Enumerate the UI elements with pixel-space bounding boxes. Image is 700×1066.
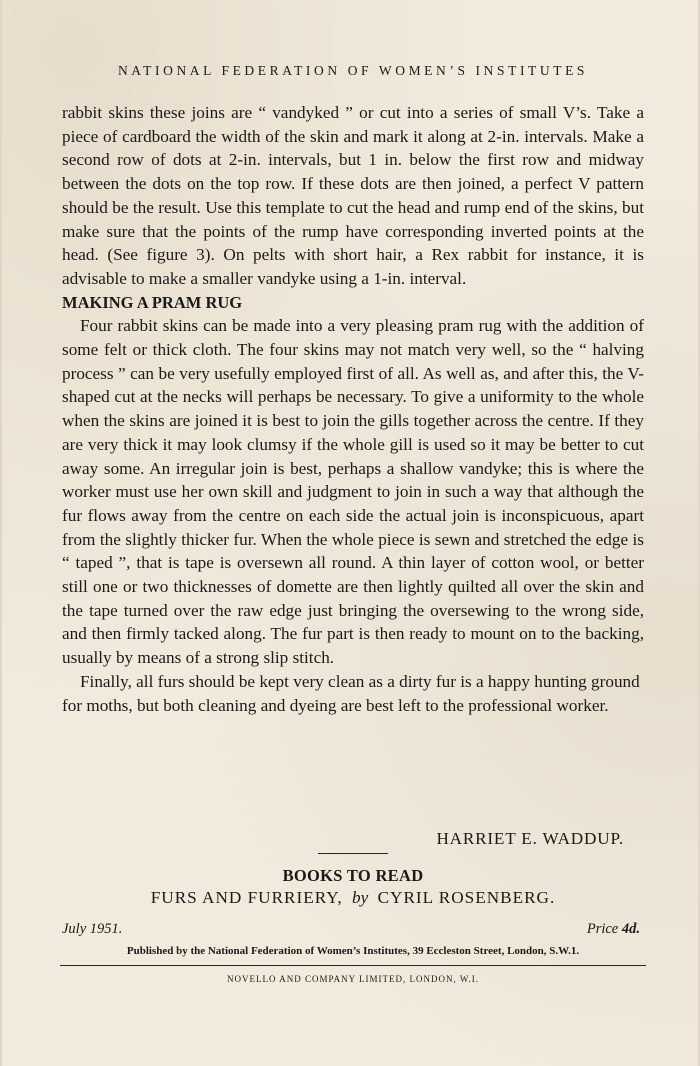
printer-line: NOVELLO AND COMPANY LIMITED, LONDON, W.I. xyxy=(226,974,480,984)
publisher-line: Published by the National Federation of Women’s Institutes, 39 Eccleston Street, London, S.W.1. xyxy=(126,945,580,957)
section-divider xyxy=(318,853,388,854)
book-title: FURS AND FURRIERY, xyxy=(150,888,343,907)
price xyxy=(587,921,640,938)
book-author: CYRIL ROSENBERG. xyxy=(377,888,556,907)
paragraph-vandyke-joins: rabbit skins these joins are “ vandyked ” or cut into a series of small V’s. Take a piece of cardboard the width of the skin and mark it along at 2-in. intervals. Make a second row of dots at 2-in. intervals, but 1 in. below the first row and midway between the dots on the top row. If these dots are then joined, a perfect V pattern should be the result. Use this template to cut the head and rump end of the skins, but make sure that the points of the rump have corresponding inverted points at the head. (See figure 3). On pelts with short hair, a Rex rabbit for instance, it is advisable to make a smaller vandyke using a 1-in. interval. xyxy=(62,103,644,288)
publication-date: July 1951. xyxy=(62,921,123,937)
price-label: Price xyxy=(586,921,619,937)
section-heading-pram-rug: MAKING A PRAM RUG xyxy=(62,292,243,312)
book-by: by xyxy=(352,888,369,907)
paragraph-pram-rug: Four rabbit skins can be made into a very pleasing pram rug with the addition of some felt or thick cloth. The four skins may not match very well, so the “ halving process ” can be very usefully employed first of all. As well as, and after this, the V-shaped cut at the necks will perhaps be necessary. To give a uniformity to the whole when the skins are joined it is best to join the gills together across the centre. If they are very thick it may look clumsy if the whole gill is used so it may be better to cut away some. An irregular join is best, perhaps a shallow vandyke; this is where the worker must use her own skill and judgment to join in such a way that although the fur flows away from the centre on each side the actual join is inconspicuous, apart from the slightly thicker fur. When the whole piece is sewn and stretched the edge is “ taped ”, that is tape is oversewn all round. A thin layer of cotton wool, or better still one or two thicknesses of domette are then lightly quilted all over the skin and the tape turned over the raw edge just bringing the oversewing to the wrong side, and then firmly tacked along. The fur part is then ready to mount on to the backing, usually by means of a strong slip stitch. xyxy=(62,316,644,668)
footer-rule xyxy=(60,965,646,966)
running-header: NATIONAL FEDERATION OF WOMEN’S INSTITUTES xyxy=(117,63,589,78)
book-entry xyxy=(62,888,644,908)
author-signature: HARRIET E. WADDUP. xyxy=(436,829,624,848)
paragraph-closing: Finally, all furs should be kept very clean as a dirty fur is a happy hunting ground for moths, but both cleaning and dyeing are best left to the professional worker. xyxy=(62,671,640,715)
books-to-read-heading: BOOKS TO READ xyxy=(282,866,424,885)
price-value: 4d. xyxy=(621,921,640,937)
article-body xyxy=(62,101,644,717)
